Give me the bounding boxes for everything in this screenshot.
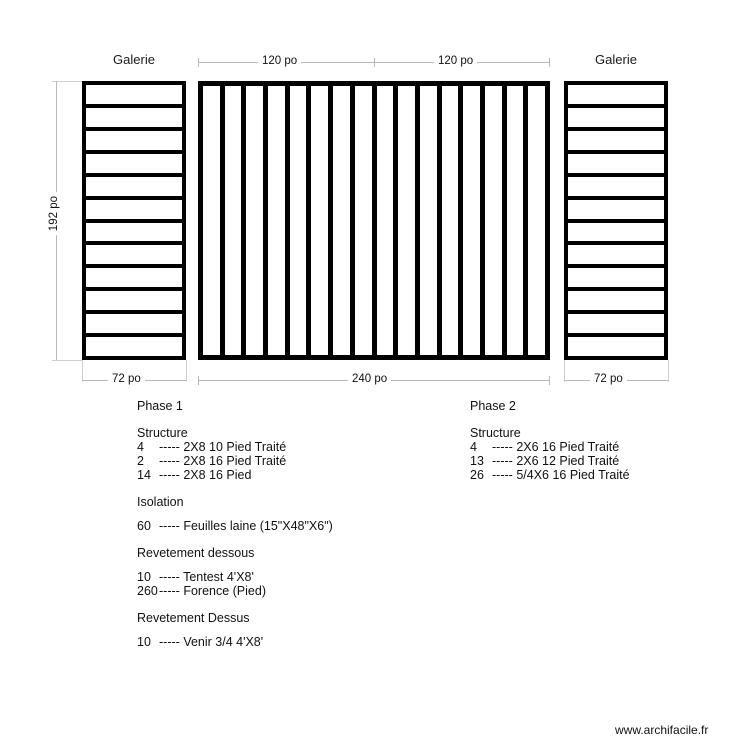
site-footer-url[interactable]: www.archifacile.fr: [615, 723, 709, 737]
joist-column: [485, 86, 507, 355]
phase1-row: [137, 570, 457, 584]
row-qty: 14: [137, 468, 151, 482]
phase2-row: [470, 468, 730, 482]
joist-row: [568, 177, 664, 200]
row-dash: -----: [159, 635, 180, 649]
joist-column: [463, 86, 485, 355]
right-galerie-ext-left: [564, 360, 565, 382]
row-dash: -----: [159, 584, 180, 598]
phase1-row: [137, 440, 457, 454]
row-qty: 10: [137, 570, 151, 584]
phase1-row: [137, 519, 457, 533]
phase1-title: Phase 1: [137, 399, 183, 413]
phase2-row: [470, 440, 730, 454]
joist-row: [86, 268, 182, 291]
joist-row: [86, 223, 182, 246]
joist-column: [333, 86, 355, 355]
top-dimension-tick-mid: [374, 58, 375, 67]
joist-row: [568, 154, 664, 177]
phase2-row: [470, 454, 730, 468]
left-galerie-label: Galerie: [113, 52, 155, 67]
phase2-legend: [470, 399, 730, 482]
row-dash: -----: [159, 454, 180, 468]
row-desc: 2X6 12 Pied Traité: [516, 454, 620, 468]
joist-column: [377, 86, 399, 355]
joist-row: [86, 154, 182, 177]
phase2-title: Phase 2: [470, 399, 516, 413]
phase1-section-heading-structure: Structure: [137, 426, 188, 440]
phase1-legend: [137, 399, 457, 649]
joist-column: [311, 86, 333, 355]
joist-column: [290, 86, 312, 355]
row-desc: 2X8 10 Pied Traité: [183, 440, 287, 454]
joist-row: [568, 131, 664, 154]
row-qty: 4: [470, 440, 477, 454]
row-qty: 26: [470, 468, 484, 482]
joist-column: [355, 86, 377, 355]
joist-row: [568, 245, 664, 268]
right-galerie-label: Galerie: [595, 52, 637, 67]
joist-column: [442, 86, 464, 355]
joist-row: [568, 200, 664, 223]
joist-column: [246, 86, 268, 355]
height-ext-line-bottom: [52, 360, 82, 361]
joist-column: [203, 86, 225, 355]
joist-row: [568, 314, 664, 337]
row-dash: -----: [492, 468, 513, 482]
phase1-section-heading-revetement-dessous: Revetement dessous: [137, 546, 255, 560]
joist-column: [398, 86, 420, 355]
row-dash: -----: [159, 519, 180, 533]
joist-row: [568, 268, 664, 291]
left-galerie-ext-left: [82, 360, 83, 382]
right-galerie-frame[interactable]: [564, 81, 668, 360]
row-qty: 10: [137, 635, 151, 649]
phase1-row: [137, 635, 457, 649]
row-desc: 2X8 16 Pied: [183, 468, 252, 482]
joist-row: [568, 337, 664, 356]
left-galerie-ext-right: [186, 360, 187, 382]
row-qty: 4: [137, 440, 144, 454]
structure-height-dim: 192 po: [48, 192, 60, 235]
row-desc: Feuilles laine (15"X48"X6"): [183, 519, 333, 533]
row-qty: 260: [137, 584, 158, 598]
central-structure-frame[interactable]: [198, 81, 550, 360]
row-dash: -----: [492, 440, 513, 454]
joist-row: [86, 291, 182, 314]
row-desc: 2X6 16 Pied Traité: [516, 440, 620, 454]
phase1-section-heading-isolation: Isolation: [137, 495, 184, 509]
joist-column: [507, 86, 529, 355]
phase1-row: [137, 454, 457, 468]
right-galerie-ext-right: [668, 360, 669, 382]
joist-row: [86, 85, 182, 108]
row-desc: 5/4X6 16 Pied Traité: [516, 468, 630, 482]
row-desc: 2X8 16 Pied Traité: [183, 454, 287, 468]
joist-row: [86, 177, 182, 200]
row-dash: -----: [159, 570, 180, 584]
joist-row: [86, 337, 182, 356]
joist-row: [568, 291, 664, 314]
row-qty: 2: [137, 454, 144, 468]
structure-bottom-dim: 240 po: [348, 373, 391, 385]
joist-row: [86, 245, 182, 268]
joist-row: [86, 200, 182, 223]
structure-bottom-tick-left: [198, 376, 199, 385]
row-desc: Venir 3/4 4'X8': [183, 635, 264, 649]
row-desc: Forence (Pied): [183, 584, 266, 598]
joist-row: [86, 108, 182, 131]
left-galerie-frame[interactable]: [82, 81, 186, 360]
phase1-row: [137, 584, 457, 598]
row-desc: Tentest 4'X8': [183, 570, 254, 584]
top-dimension-tick-right: [549, 58, 550, 67]
joist-row: [568, 223, 664, 246]
row-qty: 13: [470, 454, 484, 468]
joist-row: [568, 85, 664, 108]
joist-column: [528, 86, 545, 355]
row-dash: -----: [159, 468, 180, 482]
structure-bottom-tick-right: [549, 376, 550, 385]
phase1-section-heading-revetement-dessus: Revetement Dessus: [137, 611, 250, 625]
phase1-row: [137, 468, 457, 482]
joist-column: [268, 86, 290, 355]
joist-column: [420, 86, 442, 355]
joist-column: [225, 86, 247, 355]
left-galerie-width-dim: 72 po: [108, 373, 145, 385]
joist-row: [86, 131, 182, 154]
row-dash: -----: [159, 440, 180, 454]
structure-top-dim-left: 120 po: [258, 55, 301, 67]
row-dash: -----: [492, 454, 513, 468]
phase2-section-heading-structure: Structure: [470, 426, 521, 440]
joist-row: [86, 314, 182, 337]
row-qty: 60: [137, 519, 151, 533]
right-galerie-width-dim: 72 po: [590, 373, 627, 385]
joist-row: [568, 108, 664, 131]
top-dimension-tick-left: [198, 58, 199, 67]
structure-top-dim-right: 120 po: [434, 55, 477, 67]
